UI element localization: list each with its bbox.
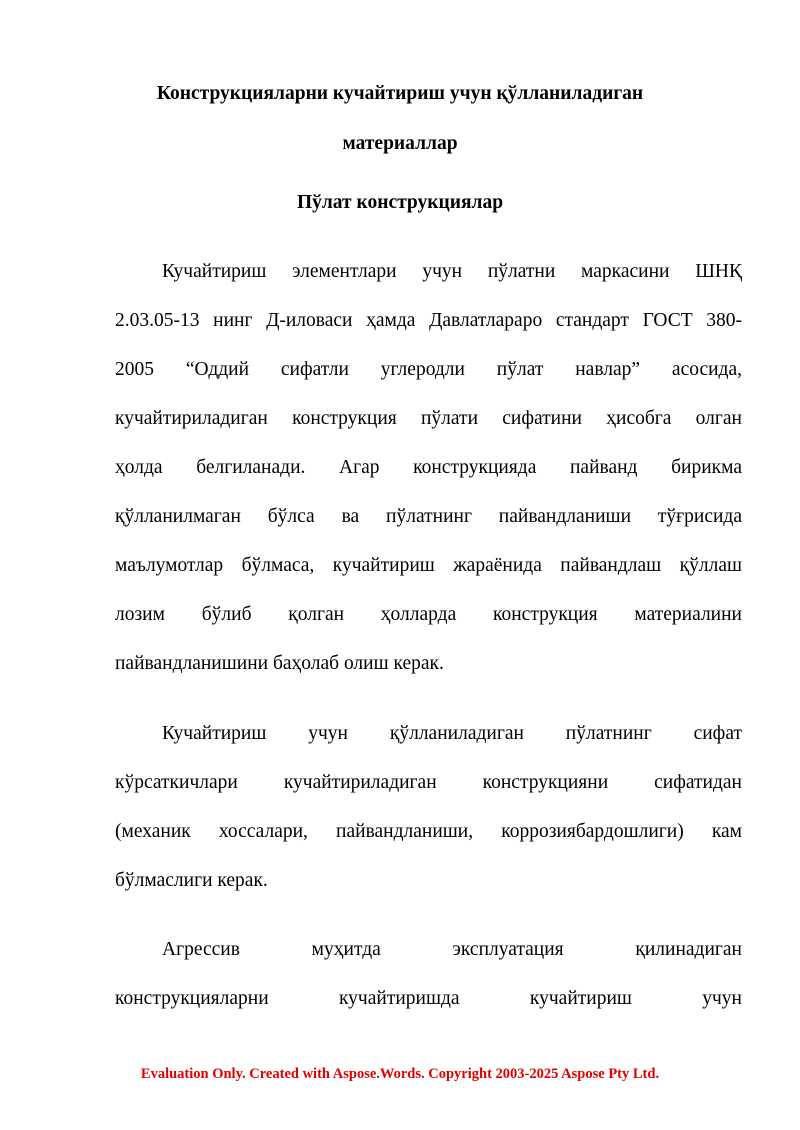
paragraph-line: бўлмаслиги керак. xyxy=(115,870,268,891)
evaluation-watermark-footer: Evaluation Only. Created with Aspose.Words. Copyright 2003-2025 Aspose Pty Ltd. xyxy=(140,1066,660,1082)
paragraph-line: ҳолда белгиланади. Агар конструкцияда пайванд бирикма xyxy=(115,457,742,478)
paragraph-2 xyxy=(115,709,742,905)
paragraph-line: Кучайтириш учун қўлланиладиган пўлатнинг сифат xyxy=(162,723,742,744)
paragraph-line: пайвандланишини баҳолаб олиш керак. xyxy=(115,653,444,674)
title-line-2: материаллар xyxy=(342,133,458,154)
paragraph-line: 2005 “Оддий сифатли углеродли пўлат навлар” асосида, xyxy=(115,359,742,380)
paragraph-line: 2.03.05-13 нинг Д-иловаси ҳамда Давлатлараро стандарт ГОСТ 380- xyxy=(115,310,742,331)
title-line-1: Конструкцияларни кучайтириш учун қўлланиладиган xyxy=(156,83,644,104)
section-subtitle: Пўлат конструкциялар xyxy=(296,192,504,213)
paragraph-line: лозим бўлиб қолган ҳолларда конструкция материалини xyxy=(115,604,742,625)
paragraph-line: маълумотлар бўлмаса, кучайтириш жараёнида пайвандлаш қўллаш xyxy=(115,555,742,576)
paragraph-line: кучайтириладиган конструкция пўлати сифатини ҳисобга олган xyxy=(115,408,742,429)
paragraph-3 xyxy=(115,925,742,1023)
paragraph-line: Агрессив муҳитда эксплуатация қилинадиган xyxy=(162,939,742,960)
paragraph-line: (механик хоссалари, пайвандланиши, коррозиябардошлиги) кам xyxy=(115,821,742,842)
paragraph-line: қўлланилмаган бўлса ва пўлатнинг пайвандланиши тўғрисида xyxy=(115,506,742,527)
paragraph-line: конструкцияларни кучайтиришда кучайтириш учун xyxy=(115,988,742,1009)
paragraph-line: кўрсаткичлари кучайтириладиган конструкцияни сифатидан xyxy=(115,772,742,793)
paragraph-line: Кучайтириш элементлари учун пўлатни маркасини ШНҚ xyxy=(162,261,742,282)
paragraph-1 xyxy=(115,247,742,688)
